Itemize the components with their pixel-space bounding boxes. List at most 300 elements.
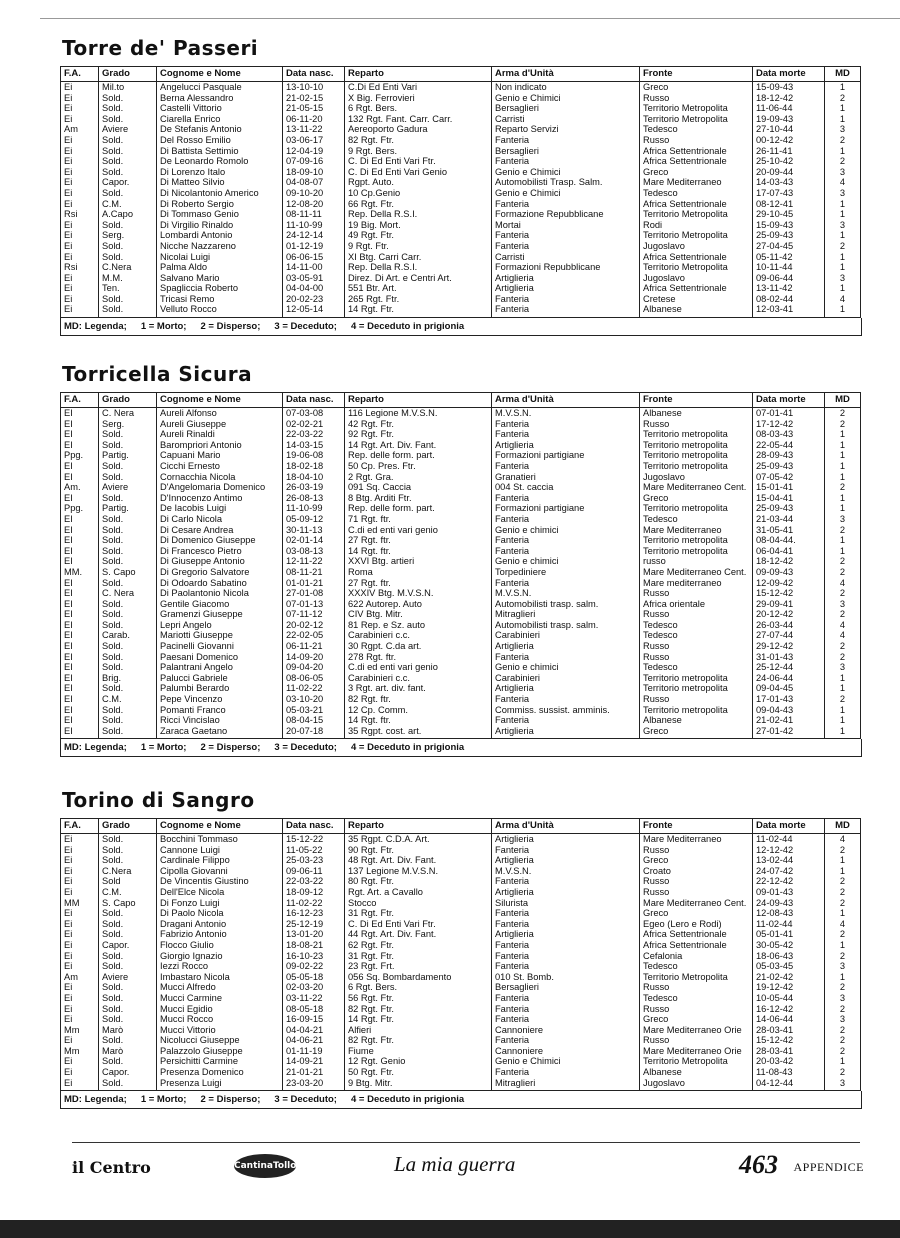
- cell-arma: Fanteria: [492, 546, 640, 557]
- column-header-fa: F.A.: [61, 819, 99, 834]
- cell-reparto: 62 Rgt. Ftr.: [345, 940, 492, 951]
- cell-nome: Mariotti Giuseppe: [157, 630, 283, 641]
- cell-grado: Sold.: [99, 683, 157, 694]
- table-row: [61, 993, 861, 1004]
- cell-grado: Marò: [99, 1046, 157, 1057]
- cell-grado: C. Nera: [99, 408, 157, 419]
- cell-nascita: 14-03-15: [283, 440, 345, 451]
- cell-fronte: Territorio Metropolita: [640, 262, 753, 273]
- cell-morte: 24-06-44: [753, 673, 825, 684]
- cell-fa: Ei: [61, 167, 99, 178]
- cell-grado: C.Nera: [99, 262, 157, 273]
- cell-grado: Aviere: [99, 124, 157, 135]
- cell-morte: 11-08-43: [753, 1067, 825, 1078]
- table-row: [61, 1014, 861, 1025]
- cell-arma: Bersaglieri: [492, 146, 640, 157]
- cell-md: 4: [825, 177, 861, 188]
- column-header-arma: Arma d'Unità: [492, 819, 640, 834]
- cell-fronte: Jugoslavo: [640, 241, 753, 252]
- cell-morte: 15-01-41: [753, 482, 825, 493]
- cell-arma: Fanteria: [492, 993, 640, 1004]
- cell-nascita: 20-02-23: [283, 294, 345, 305]
- top-rule: [40, 18, 900, 19]
- cell-arma: Fanteria: [492, 1035, 640, 1046]
- cell-reparto: 82 Rgt. ftr.: [345, 694, 492, 705]
- table-header-row: [61, 819, 861, 834]
- cell-md: 1: [825, 972, 861, 983]
- cell-nascita: 30-11-13: [283, 525, 345, 536]
- table-row: [61, 726, 861, 739]
- cell-arma: Fanteria: [492, 1067, 640, 1078]
- table-row: [61, 578, 861, 589]
- cell-morte: 18-12-42: [753, 93, 825, 104]
- cell-morte: 28-03-41: [753, 1025, 825, 1036]
- cell-fronte: Russo: [640, 641, 753, 652]
- cell-grado: Brig.: [99, 673, 157, 684]
- cell-reparto: 14 Rgt. Ftr.: [345, 1014, 492, 1025]
- cell-md: 2: [825, 1067, 861, 1078]
- cell-reparto: 48 Rgt. Art. Div. Fant.: [345, 855, 492, 866]
- cell-grado: Sold.: [99, 252, 157, 263]
- cell-arma: Fanteria: [492, 919, 640, 930]
- cell-nome: Gentile Giacomo: [157, 599, 283, 610]
- cell-morte: 15-09-43: [753, 82, 825, 93]
- cell-arma: Genio e Chimici: [492, 1056, 640, 1067]
- casualty-table: [60, 818, 861, 1091]
- cell-nascita: 04-08-07: [283, 177, 345, 188]
- cell-fronte: Mare Mediterraneo: [640, 525, 753, 536]
- cell-fa: Ei: [61, 188, 99, 199]
- cell-morte: 09-04-45: [753, 683, 825, 694]
- casualty-table: [60, 66, 861, 318]
- cell-morte: 05-01-41: [753, 929, 825, 940]
- cell-md: 2: [825, 609, 861, 620]
- cell-nome: Cannone Luigi: [157, 845, 283, 856]
- cell-nome: Aureli Rinaldi: [157, 429, 283, 440]
- cell-nome: Pepe Vincenzo: [157, 694, 283, 705]
- table-row: [61, 898, 861, 909]
- cell-fa: EI: [61, 556, 99, 567]
- column-header-fronte: Fronte: [640, 67, 753, 82]
- cell-md: 2: [825, 1046, 861, 1057]
- cell-nome: Del Rosso Emilio: [157, 135, 283, 146]
- cell-md: 1: [825, 546, 861, 557]
- cell-arma: Fanteria: [492, 535, 640, 546]
- cell-nome: Di Paolo Nicola: [157, 908, 283, 919]
- cell-morte: 30-05-42: [753, 940, 825, 951]
- cell-reparto: 90 Rgt. Ftr.: [345, 845, 492, 856]
- cell-morte: 05-11-42: [753, 252, 825, 263]
- cell-nascita: 07-01-13: [283, 599, 345, 610]
- legend-v2: 2 = Disperso;: [200, 742, 261, 754]
- legend-v4: 4 = Deceduto in prigionia: [350, 321, 465, 333]
- cell-arma: Automobilisti trasp. salm.: [492, 599, 640, 610]
- table-row: [61, 609, 861, 620]
- cell-fronte: Russo: [640, 845, 753, 856]
- cell-nascita: 14-09-20: [283, 652, 345, 663]
- cell-morte: 19-09-43: [753, 114, 825, 125]
- cell-morte: 31-05-41: [753, 525, 825, 536]
- series-title: La mia guerra: [394, 1152, 516, 1176]
- column-header-grado: Grado: [99, 393, 157, 408]
- table-row: [61, 1067, 861, 1078]
- cell-fronte: Tedesco: [640, 961, 753, 972]
- cell-grado: Sold.: [99, 167, 157, 178]
- cell-grado: Mil.to: [99, 82, 157, 93]
- cell-arma: Artiglieria: [492, 273, 640, 284]
- cell-morte: 09-04-43: [753, 705, 825, 716]
- cell-md: 4: [825, 578, 861, 589]
- cell-fa: Ei: [61, 1056, 99, 1067]
- cell-md: 4: [825, 294, 861, 305]
- cell-morte: 13-11-42: [753, 283, 825, 294]
- cell-grado: Marò: [99, 1025, 157, 1036]
- cell-fa: EI: [61, 514, 99, 525]
- cell-grado: Sold.: [99, 662, 157, 673]
- cell-grado: Serg.: [99, 230, 157, 241]
- cell-fronte: Russo: [640, 93, 753, 104]
- cell-fa: Ei: [61, 220, 99, 231]
- cell-grado: Sold.: [99, 609, 157, 620]
- cell-morte: 12-12-42: [753, 845, 825, 856]
- cell-md: 1: [825, 705, 861, 716]
- cell-fronte: Territorio metropolita: [640, 546, 753, 557]
- cell-reparto: 6 Rgt. Bers.: [345, 103, 492, 114]
- cell-nome: Nicche Nazzareno: [157, 241, 283, 252]
- cell-grado: C.M.: [99, 694, 157, 705]
- cell-arma: Artiglieria: [492, 855, 640, 866]
- cell-fa: Ei: [61, 1067, 99, 1078]
- table-row: [61, 503, 861, 514]
- page-footer: [72, 1150, 864, 1186]
- cell-morte: 27-07-44: [753, 630, 825, 641]
- cell-arma: M.V.S.N.: [492, 866, 640, 877]
- cell-fronte: Territorio metropolita: [640, 440, 753, 451]
- table-row: [61, 304, 861, 317]
- cell-reparto: 50 Cp. Pres. Ftr.: [345, 461, 492, 472]
- cell-arma: Fanteria: [492, 294, 640, 305]
- cell-fronte: Cretese: [640, 294, 753, 305]
- cell-nome: Castelli Vittorio: [157, 103, 283, 114]
- cell-grado: S. Capo: [99, 898, 157, 909]
- table-row: [61, 1078, 861, 1091]
- cell-fronte: Russo: [640, 1004, 753, 1015]
- cell-arma: Fanteria: [492, 135, 640, 146]
- cell-fronte: Tedesco: [640, 124, 753, 135]
- legend-v2: 2 = Disperso;: [200, 321, 261, 333]
- cell-grado: Sold.: [99, 951, 157, 962]
- table-row: [61, 630, 861, 641]
- cell-fa: EI: [61, 525, 99, 536]
- cell-fronte: Russo: [640, 652, 753, 663]
- cell-fronte: Tedesco: [640, 630, 753, 641]
- table-row: [61, 124, 861, 135]
- cell-fronte: Russo: [640, 694, 753, 705]
- cell-arma: Fanteria: [492, 951, 640, 962]
- cell-fronte: Jugoslavo: [640, 1078, 753, 1091]
- cell-arma: Fanteria: [492, 694, 640, 705]
- cell-morte: 28-09-43: [753, 450, 825, 461]
- cell-nascita: 03-11-22: [283, 993, 345, 1004]
- cell-nascita: 11-10-99: [283, 503, 345, 514]
- cell-fronte: Jugoslavo: [640, 472, 753, 483]
- cell-fa: EI: [61, 715, 99, 726]
- cell-nascita: 01-11-19: [283, 1046, 345, 1057]
- cell-morte: 07-01-41: [753, 408, 825, 419]
- cell-grado: Sold.: [99, 514, 157, 525]
- cell-reparto: Rgpt. Auto.: [345, 177, 492, 188]
- column-header-fronte: Fronte: [640, 393, 753, 408]
- cell-nascita: 12-11-22: [283, 556, 345, 567]
- cell-arma: Non indicato: [492, 82, 640, 93]
- cell-grado: Sold.: [99, 1014, 157, 1025]
- cell-fa: EI: [61, 609, 99, 620]
- cell-reparto: 44 Rgt. Art. Div. Fant.: [345, 929, 492, 940]
- cell-md: 1: [825, 209, 861, 220]
- cell-md: 1: [825, 715, 861, 726]
- cell-fa: Ppg.: [61, 503, 99, 514]
- cell-morte: 06-04-41: [753, 546, 825, 557]
- cell-fa: Rsi: [61, 262, 99, 273]
- cell-arma: Fanteria: [492, 461, 640, 472]
- cell-nascita: 21-05-15: [283, 103, 345, 114]
- cell-grado: Sold.: [99, 599, 157, 610]
- cell-fa: EI: [61, 546, 99, 557]
- cell-nome: Mucci Alfredo: [157, 982, 283, 993]
- cell-nascita: 07-11-12: [283, 609, 345, 620]
- cell-fa: Ei: [61, 252, 99, 263]
- cell-morte: 28-03-41: [753, 1046, 825, 1057]
- cell-nascita: 14-09-21: [283, 1056, 345, 1067]
- cell-reparto: Carabinieri c.c.: [345, 630, 492, 641]
- cell-reparto: Alfieri: [345, 1025, 492, 1036]
- column-header-nascita: Data nasc.: [283, 67, 345, 82]
- cell-nome: Fabrizio Antonio: [157, 929, 283, 940]
- cell-reparto: 8 Btg. Arditi Ftr.: [345, 493, 492, 504]
- cell-nome: Di Fonzo Luigi: [157, 898, 283, 909]
- cell-nome: Cardinale Filippo: [157, 855, 283, 866]
- cell-morte: 14-03-43: [753, 177, 825, 188]
- cell-morte: 11-02-44: [753, 919, 825, 930]
- cell-nascita: 04-04-21: [283, 1025, 345, 1036]
- cell-md: 1: [825, 866, 861, 877]
- table-row: [61, 715, 861, 726]
- cell-arma: Fanteria: [492, 156, 640, 167]
- cell-arma: Fanteria: [492, 908, 640, 919]
- cell-reparto: Rep. delle form. part.: [345, 450, 492, 461]
- cell-fronte: Mare Mediterraneo Cent.: [640, 567, 753, 578]
- cell-fa: Ei: [61, 199, 99, 210]
- cell-grado: Sold.: [99, 1078, 157, 1091]
- table-row: [61, 419, 861, 430]
- section-torricella-sicura: [60, 362, 860, 757]
- cell-reparto: 49 Rgt. Ftr.: [345, 230, 492, 241]
- cell-md: 2: [825, 419, 861, 430]
- cell-nome: Mucci Rocco: [157, 1014, 283, 1025]
- page-number: 463: [739, 1150, 778, 1179]
- legend-v1: 1 = Morto;: [140, 321, 187, 333]
- cell-fa: EI: [61, 705, 99, 716]
- cell-nome: Palma Aldo: [157, 262, 283, 273]
- cell-reparto: Rep. delle form. part.: [345, 503, 492, 514]
- table-row: [61, 940, 861, 951]
- table-row: [61, 620, 861, 631]
- cell-reparto: C. Di Ed Enti Vari Ftr.: [345, 156, 492, 167]
- cell-nascita: 02-02-21: [283, 419, 345, 430]
- cell-fronte: Croato: [640, 866, 753, 877]
- cell-fronte: Africa Settentrionale: [640, 940, 753, 951]
- column-header-md: MD: [825, 67, 861, 82]
- cell-fronte: Tedesco: [640, 993, 753, 1004]
- cell-md: 4: [825, 834, 861, 845]
- md-legend: [60, 739, 862, 757]
- cell-md: 2: [825, 951, 861, 962]
- cell-md: 1: [825, 262, 861, 273]
- cell-nascita: 07-03-08: [283, 408, 345, 419]
- cell-reparto: Stocco: [345, 898, 492, 909]
- cell-arma: Fanteria: [492, 493, 640, 504]
- cell-fronte: Mare Mediterraneo Cent.: [640, 482, 753, 493]
- cell-reparto: 10 Cp.Genio: [345, 188, 492, 199]
- cell-morte: 26-11-41: [753, 146, 825, 157]
- cell-grado: Capor.: [99, 1067, 157, 1078]
- cell-fronte: Greco: [640, 726, 753, 739]
- cell-md: 1: [825, 82, 861, 93]
- cell-md: 2: [825, 694, 861, 705]
- cell-fronte: Mare mediterraneo: [640, 578, 753, 589]
- cell-fa: EI: [61, 493, 99, 504]
- cell-reparto: 42 Rgt. Ftr.: [345, 419, 492, 430]
- cell-nome: Pacinelli Giovanni: [157, 641, 283, 652]
- cell-fronte: Greco: [640, 1014, 753, 1025]
- cell-nome: D'Innocenzo Antimo: [157, 493, 283, 504]
- cell-arma: Carabinieri: [492, 630, 640, 641]
- cell-reparto: 27 Rgt. ftr.: [345, 535, 492, 546]
- cell-fa: Ei: [61, 887, 99, 898]
- cell-reparto: Carabinieri c.c.: [345, 673, 492, 684]
- cell-md: 1: [825, 429, 861, 440]
- table-row: [61, 951, 861, 962]
- cell-md: 2: [825, 135, 861, 146]
- cell-nascita: 14-11-00: [283, 262, 345, 273]
- section-torino-di-sangro: [60, 788, 860, 1109]
- cell-fronte: Tedesco: [640, 514, 753, 525]
- cell-md: 3: [825, 220, 861, 231]
- cell-nascita: 06-11-20: [283, 114, 345, 125]
- cell-nascita: 09-06-11: [283, 866, 345, 877]
- cell-reparto: 92 Rgt. Ftr.: [345, 429, 492, 440]
- cell-morte: 15-12-42: [753, 1035, 825, 1046]
- cell-md: 3: [825, 514, 861, 525]
- cell-fronte: Africa Settentrionale: [640, 283, 753, 294]
- cell-nome: Berna Alessandro: [157, 93, 283, 104]
- cell-md: 1: [825, 114, 861, 125]
- cell-nome: Lepri Angelo: [157, 620, 283, 631]
- cell-grado: Sold.: [99, 429, 157, 440]
- cell-nome: Palumbi Berardo: [157, 683, 283, 694]
- cell-reparto: 56 Rgt. Ftr.: [345, 993, 492, 1004]
- cell-md: 2: [825, 567, 861, 578]
- cell-morte: 20-03-42: [753, 1056, 825, 1067]
- cell-morte: 25-09-43: [753, 230, 825, 241]
- cell-nome: De Leonardo Romolo: [157, 156, 283, 167]
- cell-fa: Ei: [61, 866, 99, 877]
- cell-morte: 27-01-42: [753, 726, 825, 739]
- cell-nome: Salvano Mario: [157, 273, 283, 284]
- cell-fronte: Africa Settentrionale: [640, 929, 753, 940]
- cell-nascita: 05-09-12: [283, 514, 345, 525]
- table-header-row: [61, 67, 861, 82]
- cell-reparto: Roma: [345, 567, 492, 578]
- cell-nascita: 03-08-13: [283, 546, 345, 557]
- cell-md: 2: [825, 1004, 861, 1015]
- cell-grado: Capor.: [99, 940, 157, 951]
- cell-grado: A.Capo: [99, 209, 157, 220]
- cell-reparto: 14 Rgt. ftr.: [345, 715, 492, 726]
- cell-arma: Artiglieria: [492, 834, 640, 845]
- cell-reparto: 2 Rgt. Gra.: [345, 472, 492, 483]
- table-row: [61, 887, 861, 898]
- cell-arma: Formazioni partigiane: [492, 503, 640, 514]
- cell-nome: Giorgio Ignazio: [157, 951, 283, 962]
- appendix-label: APPENDICE: [793, 1160, 864, 1174]
- legend-v4: 4 = Deceduto in prigionia: [350, 742, 465, 754]
- table-row: [61, 252, 861, 263]
- cell-grado: Sold.: [99, 220, 157, 231]
- cell-grado: M.M.: [99, 273, 157, 284]
- cell-grado: Sold.: [99, 546, 157, 557]
- cell-md: 2: [825, 556, 861, 567]
- cell-fa: Ei: [61, 294, 99, 305]
- legend-label: MD: Legenda;: [64, 742, 127, 754]
- table-row: [61, 146, 861, 157]
- cell-grado: Sold.: [99, 993, 157, 1004]
- cell-fa: Ei: [61, 1035, 99, 1046]
- cell-md: 3: [825, 1014, 861, 1025]
- cell-fronte: Territorio metropolita: [640, 503, 753, 514]
- cell-fronte: Mare Mediterraneo: [640, 177, 753, 188]
- cell-nome: Imbastaro Nicola: [157, 972, 283, 983]
- table-row: [61, 230, 861, 241]
- cell-nome: Di Carlo Nicola: [157, 514, 283, 525]
- cell-fronte: russo: [640, 556, 753, 567]
- cell-grado: C.M.: [99, 199, 157, 210]
- cell-md: 3: [825, 124, 861, 135]
- cell-arma: Formazione Repubblicane: [492, 209, 640, 220]
- cell-md: 2: [825, 652, 861, 663]
- cell-grado: C.M.: [99, 887, 157, 898]
- cell-md: 2: [825, 93, 861, 104]
- cell-reparto: 82 Rgt. Ftr.: [345, 1035, 492, 1046]
- cell-grado: Carab.: [99, 630, 157, 641]
- cell-fronte: Territorio metropolita: [640, 461, 753, 472]
- cell-md: 2: [825, 929, 861, 940]
- cell-nascita: 08-05-18: [283, 1004, 345, 1015]
- cell-grado: Sold: [99, 876, 157, 887]
- cell-morte: 08-03-43: [753, 429, 825, 440]
- cell-fa: Ei: [61, 919, 99, 930]
- column-header-nascita: Data nasc.: [283, 819, 345, 834]
- column-header-grado: Grado: [99, 67, 157, 82]
- cell-fronte: Territorio metropolita: [640, 673, 753, 684]
- cell-fronte: Mare Mediterraneo Orie: [640, 1046, 753, 1057]
- table-row: [61, 1035, 861, 1046]
- cell-fa: Ei: [61, 93, 99, 104]
- cell-morte: 27-04-45: [753, 241, 825, 252]
- cell-grado: Sold.: [99, 845, 157, 856]
- cell-grado: Sold.: [99, 834, 157, 845]
- cell-fa: EI: [61, 694, 99, 705]
